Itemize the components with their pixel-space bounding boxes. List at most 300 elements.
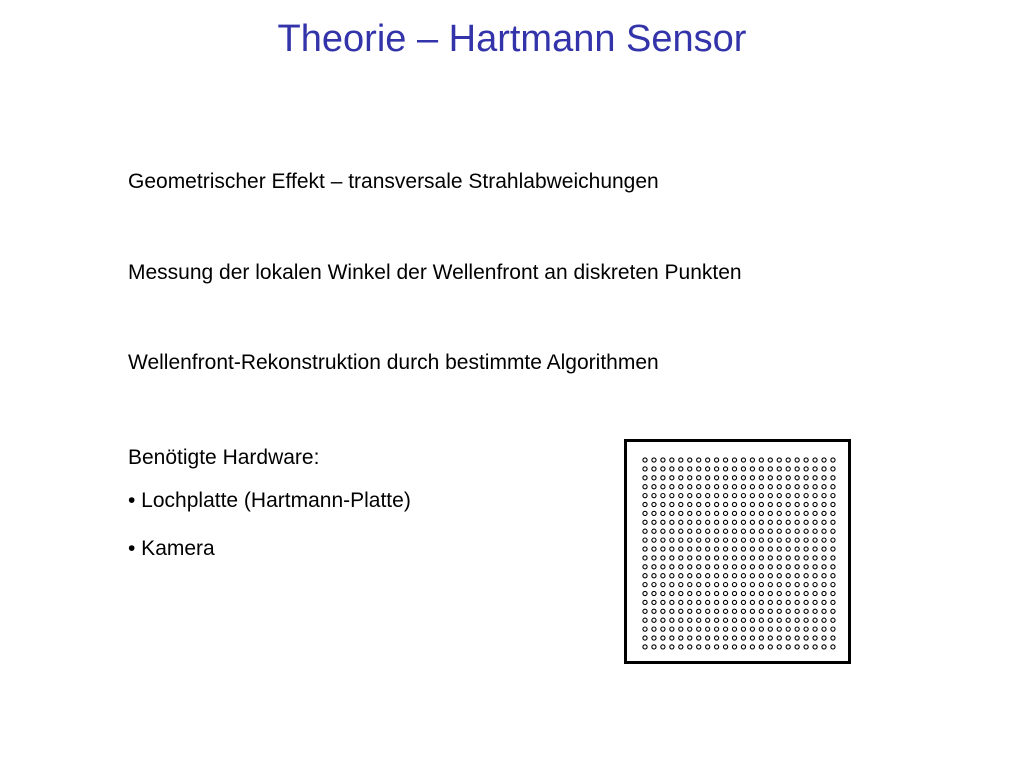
plate-hole bbox=[688, 547, 692, 551]
plate-hole bbox=[723, 556, 727, 560]
plate-hole bbox=[750, 520, 754, 524]
plate-hole bbox=[715, 565, 719, 569]
plate-hole bbox=[759, 574, 763, 578]
plate-hole bbox=[661, 565, 665, 569]
plate-hole bbox=[688, 574, 692, 578]
plate-hole bbox=[759, 591, 763, 595]
plate-hole bbox=[715, 636, 719, 640]
plate-hole bbox=[804, 476, 808, 480]
plate-hole bbox=[715, 538, 719, 542]
plate-hole bbox=[715, 609, 719, 613]
plate-hole bbox=[670, 494, 674, 498]
plate-hole bbox=[652, 520, 656, 524]
plate-hole bbox=[795, 502, 799, 506]
plate-hole bbox=[804, 627, 808, 631]
plate-hole bbox=[715, 618, 719, 622]
plate-hole bbox=[768, 538, 772, 542]
plate-hole bbox=[831, 609, 835, 613]
plate-hole bbox=[679, 636, 683, 640]
plate-hole bbox=[795, 547, 799, 551]
plate-hole bbox=[652, 565, 656, 569]
plate-hole bbox=[732, 609, 736, 613]
plate-hole bbox=[750, 618, 754, 622]
plate-hole bbox=[804, 645, 808, 649]
plate-hole bbox=[786, 511, 790, 515]
plate-hole bbox=[732, 467, 736, 471]
plate-hole bbox=[697, 511, 701, 515]
plate-hole bbox=[741, 494, 745, 498]
plate-hole bbox=[652, 609, 656, 613]
plate-hole bbox=[804, 538, 808, 542]
plate-hole bbox=[768, 476, 772, 480]
plate-hole bbox=[777, 636, 781, 640]
plate-hole bbox=[786, 467, 790, 471]
plate-hole bbox=[652, 467, 656, 471]
plate-hole bbox=[822, 574, 826, 578]
plate-hole bbox=[768, 502, 772, 506]
plate-hole bbox=[831, 520, 835, 524]
plate-hole bbox=[688, 485, 692, 489]
plate-hole bbox=[768, 494, 772, 498]
plate-hole bbox=[706, 502, 710, 506]
plate-hole bbox=[741, 574, 745, 578]
plate-hole bbox=[688, 618, 692, 622]
plate-hole bbox=[759, 636, 763, 640]
plate-hole bbox=[795, 627, 799, 631]
plate-hole bbox=[768, 520, 772, 524]
plate-hole bbox=[715, 467, 719, 471]
plate-hole bbox=[661, 591, 665, 595]
plate-hole bbox=[652, 547, 656, 551]
plate-hole bbox=[831, 627, 835, 631]
plate-hole bbox=[688, 636, 692, 640]
plate-hole bbox=[759, 529, 763, 533]
plate-hole bbox=[822, 565, 826, 569]
plate-hole bbox=[822, 618, 826, 622]
plate-hole bbox=[697, 609, 701, 613]
plate-hole bbox=[697, 485, 701, 489]
plate-hole bbox=[723, 591, 727, 595]
plate-hole bbox=[732, 618, 736, 622]
plate-hole bbox=[795, 583, 799, 587]
plate-hole bbox=[759, 609, 763, 613]
plate-hole bbox=[750, 574, 754, 578]
plate-hole bbox=[768, 547, 772, 551]
plate-hole bbox=[670, 618, 674, 622]
plate-hole bbox=[723, 609, 727, 613]
plate-hole bbox=[679, 591, 683, 595]
plate-hole bbox=[697, 502, 701, 506]
plate-hole bbox=[813, 476, 817, 480]
plate-hole bbox=[670, 591, 674, 595]
plate-hole bbox=[706, 547, 710, 551]
plate-hole bbox=[831, 485, 835, 489]
plate-hole bbox=[768, 600, 772, 604]
plate-hole bbox=[643, 591, 647, 595]
plate-hole bbox=[750, 547, 754, 551]
point-local-angle-measurement: Messung der lokalen Winkel der Wellenfront an diskreten Punkten bbox=[128, 261, 742, 284]
plate-hole bbox=[777, 467, 781, 471]
plate-hole bbox=[661, 583, 665, 587]
plate-hole bbox=[697, 556, 701, 560]
plate-hole bbox=[732, 502, 736, 506]
plate-hole bbox=[652, 485, 656, 489]
plate-hole bbox=[723, 538, 727, 542]
plate-hole bbox=[697, 618, 701, 622]
plate-hole bbox=[723, 636, 727, 640]
plate-hole bbox=[643, 609, 647, 613]
plate-hole bbox=[759, 476, 763, 480]
plate-hole bbox=[679, 485, 683, 489]
plate-hole bbox=[643, 502, 647, 506]
plate-hole bbox=[741, 636, 745, 640]
plate-hole bbox=[652, 600, 656, 604]
hardware-item-hole-plate: • Lochplatte (Hartmann-Platte) bbox=[128, 489, 411, 512]
plate-hole bbox=[723, 467, 727, 471]
plate-hole bbox=[679, 494, 683, 498]
plate-hole bbox=[670, 583, 674, 587]
plate-hole bbox=[741, 645, 745, 649]
plate-hole bbox=[831, 636, 835, 640]
plate-hole bbox=[768, 574, 772, 578]
plate-hole bbox=[741, 467, 745, 471]
plate-hole bbox=[643, 645, 647, 649]
plate-hole bbox=[741, 618, 745, 622]
plate-hole bbox=[795, 494, 799, 498]
plate-hole bbox=[786, 502, 790, 506]
plate-hole bbox=[831, 645, 835, 649]
plate-hole bbox=[777, 511, 781, 515]
plate-hole bbox=[715, 458, 719, 462]
plate-hole bbox=[715, 485, 719, 489]
plate-hole bbox=[768, 565, 772, 569]
plate-hole bbox=[768, 529, 772, 533]
plate-hole bbox=[643, 476, 647, 480]
plate-hole bbox=[723, 520, 727, 524]
plate-hole bbox=[732, 458, 736, 462]
plate-hole bbox=[732, 600, 736, 604]
plate-hole bbox=[759, 547, 763, 551]
plate-hole bbox=[741, 502, 745, 506]
plate-hole bbox=[804, 591, 808, 595]
plate-hole bbox=[759, 565, 763, 569]
plate-hole bbox=[706, 591, 710, 595]
plate-hole bbox=[732, 476, 736, 480]
plate-hole bbox=[795, 485, 799, 489]
plate-hole bbox=[741, 538, 745, 542]
plate-hole bbox=[813, 494, 817, 498]
plate-hole bbox=[795, 538, 799, 542]
plate-hole bbox=[759, 556, 763, 560]
plate-hole bbox=[777, 520, 781, 524]
plate-hole bbox=[732, 645, 736, 649]
plate-hole bbox=[697, 458, 701, 462]
plate-hole bbox=[652, 494, 656, 498]
plate-hole bbox=[741, 556, 745, 560]
plate-hole bbox=[831, 502, 835, 506]
plate-hole bbox=[670, 645, 674, 649]
hartmann-plate-figure bbox=[624, 439, 851, 664]
plate-hole bbox=[750, 609, 754, 613]
plate-hole bbox=[706, 467, 710, 471]
plate-hole bbox=[768, 583, 772, 587]
plate-hole bbox=[723, 547, 727, 551]
plate-hole bbox=[768, 627, 772, 631]
plate-hole bbox=[723, 485, 727, 489]
plate-hole bbox=[706, 556, 710, 560]
plate-hole bbox=[706, 618, 710, 622]
plate-hole bbox=[813, 520, 817, 524]
plate-hole bbox=[679, 609, 683, 613]
plate-hole bbox=[777, 494, 781, 498]
plate-hole bbox=[822, 636, 826, 640]
plate-hole bbox=[715, 520, 719, 524]
plate-hole bbox=[723, 476, 727, 480]
plate-hole bbox=[831, 476, 835, 480]
plate-hole bbox=[643, 627, 647, 631]
hardware-item-camera: • Kamera bbox=[128, 537, 215, 560]
plate-hole bbox=[750, 467, 754, 471]
plate-hole bbox=[831, 529, 835, 533]
plate-hole bbox=[715, 627, 719, 631]
plate-hole bbox=[732, 538, 736, 542]
plate-hole bbox=[786, 565, 790, 569]
plate-hole bbox=[723, 574, 727, 578]
plate-hole bbox=[643, 583, 647, 587]
plate-hole bbox=[706, 574, 710, 578]
plate-hole bbox=[706, 583, 710, 587]
plate-hole bbox=[786, 529, 790, 533]
plate-hole bbox=[750, 494, 754, 498]
plate-hole bbox=[706, 529, 710, 533]
plate-hole bbox=[831, 600, 835, 604]
plate-hole bbox=[652, 458, 656, 462]
plate-hole bbox=[652, 511, 656, 515]
plate-hole bbox=[679, 511, 683, 515]
plate-hole bbox=[732, 556, 736, 560]
slide-title: Theorie – Hartmann Sensor bbox=[277, 18, 747, 60]
plate-hole bbox=[822, 476, 826, 480]
plate-hole bbox=[723, 458, 727, 462]
plate-hole bbox=[804, 618, 808, 622]
plate-hole bbox=[643, 511, 647, 515]
plate-hole bbox=[750, 538, 754, 542]
plate-hole bbox=[715, 476, 719, 480]
plate-hole bbox=[777, 502, 781, 506]
plate-hole bbox=[670, 502, 674, 506]
plate-hole bbox=[768, 485, 772, 489]
plate-hole bbox=[786, 494, 790, 498]
plate-hole bbox=[822, 485, 826, 489]
plate-hole bbox=[697, 574, 701, 578]
plate-hole bbox=[777, 476, 781, 480]
plate-hole bbox=[670, 556, 674, 560]
plate-hole bbox=[670, 538, 674, 542]
plate-hole bbox=[652, 618, 656, 622]
plate-hole bbox=[732, 627, 736, 631]
plate-hole bbox=[759, 494, 763, 498]
plate-hole bbox=[831, 511, 835, 515]
plate-hole bbox=[732, 520, 736, 524]
plate-hole bbox=[759, 600, 763, 604]
plate-hole bbox=[750, 600, 754, 604]
plate-hole bbox=[777, 574, 781, 578]
plate-hole bbox=[652, 502, 656, 506]
plate-hole bbox=[777, 618, 781, 622]
plate-hole bbox=[697, 476, 701, 480]
plate-hole bbox=[688, 538, 692, 542]
plate-hole bbox=[786, 645, 790, 649]
plate-hole bbox=[643, 565, 647, 569]
plate-hole bbox=[813, 618, 817, 622]
plate-hole bbox=[750, 565, 754, 569]
plate-hole bbox=[643, 458, 647, 462]
plate-hole bbox=[768, 556, 772, 560]
plate-hole bbox=[723, 494, 727, 498]
plate-hole bbox=[688, 609, 692, 613]
plate-hole bbox=[679, 574, 683, 578]
plate-hole bbox=[777, 458, 781, 462]
plate-hole bbox=[679, 520, 683, 524]
plate-hole bbox=[679, 547, 683, 551]
plate-hole bbox=[697, 591, 701, 595]
plate-hole bbox=[795, 618, 799, 622]
plate-hole bbox=[804, 556, 808, 560]
plate-hole bbox=[795, 591, 799, 595]
plate-hole bbox=[661, 476, 665, 480]
plate-hole bbox=[750, 583, 754, 587]
plate-hole bbox=[706, 600, 710, 604]
plate-hole bbox=[732, 574, 736, 578]
plate-hole bbox=[643, 529, 647, 533]
plate-hole bbox=[822, 547, 826, 551]
plate-hole bbox=[741, 591, 745, 595]
plate-hole bbox=[804, 636, 808, 640]
plate-hole bbox=[652, 636, 656, 640]
plate-hole bbox=[670, 609, 674, 613]
plate-hole bbox=[697, 600, 701, 604]
plate-hole bbox=[750, 511, 754, 515]
plate-hole bbox=[697, 538, 701, 542]
plate-hole bbox=[795, 467, 799, 471]
plate-hole bbox=[741, 458, 745, 462]
plate-hole bbox=[804, 574, 808, 578]
plate-hole bbox=[750, 502, 754, 506]
plate-hole bbox=[661, 511, 665, 515]
plate-hole bbox=[661, 574, 665, 578]
plate-hole bbox=[831, 556, 835, 560]
plate-hole bbox=[670, 574, 674, 578]
plate-hole bbox=[688, 583, 692, 587]
plate-hole bbox=[661, 547, 665, 551]
plate-hole bbox=[723, 600, 727, 604]
plate-hole bbox=[697, 494, 701, 498]
plate-hole bbox=[679, 600, 683, 604]
plate-hole bbox=[822, 494, 826, 498]
plate-hole bbox=[679, 627, 683, 631]
plate-hole bbox=[652, 591, 656, 595]
plate-hole bbox=[723, 565, 727, 569]
plate-hole bbox=[804, 458, 808, 462]
plate-hole bbox=[661, 627, 665, 631]
plate-hole bbox=[786, 591, 790, 595]
plate-hole bbox=[813, 511, 817, 515]
plate-hole bbox=[697, 583, 701, 587]
plate-hole bbox=[759, 645, 763, 649]
plate-hole bbox=[715, 600, 719, 604]
plate-hole bbox=[741, 529, 745, 533]
plate-hole bbox=[804, 494, 808, 498]
plate-hole bbox=[813, 600, 817, 604]
plate-hole bbox=[741, 511, 745, 515]
plate-hole bbox=[795, 476, 799, 480]
plate-hole bbox=[795, 636, 799, 640]
plate-hole bbox=[679, 618, 683, 622]
plate-hole bbox=[777, 556, 781, 560]
point-wavefront-reconstruction: Wellenfront-Rekonstruktion durch bestimmte Algorithmen bbox=[128, 351, 659, 374]
plate-hole bbox=[670, 511, 674, 515]
plate-hole bbox=[661, 600, 665, 604]
plate-hole bbox=[759, 458, 763, 462]
plate-hole bbox=[759, 627, 763, 631]
plate-hole bbox=[795, 600, 799, 604]
plate-hole bbox=[661, 529, 665, 533]
plate-hole bbox=[777, 591, 781, 595]
plate-hole bbox=[670, 476, 674, 480]
plate-hole bbox=[732, 511, 736, 515]
plate-hole bbox=[715, 556, 719, 560]
plate-hole bbox=[813, 609, 817, 613]
plate-hole bbox=[741, 485, 745, 489]
plate-hole bbox=[831, 547, 835, 551]
plate-hole bbox=[688, 511, 692, 515]
plate-hole bbox=[822, 529, 826, 533]
plate-hole bbox=[813, 583, 817, 587]
plate-hole bbox=[652, 574, 656, 578]
plate-hole bbox=[813, 467, 817, 471]
plate-hole bbox=[697, 547, 701, 551]
plate-hole bbox=[786, 485, 790, 489]
plate-hole bbox=[661, 467, 665, 471]
plate-hole bbox=[831, 618, 835, 622]
plate-hole bbox=[643, 538, 647, 542]
plate-hole bbox=[822, 538, 826, 542]
plate-hole bbox=[777, 529, 781, 533]
plate-hole bbox=[670, 627, 674, 631]
plate-hole bbox=[741, 583, 745, 587]
plate-hole bbox=[750, 476, 754, 480]
plate-hole bbox=[813, 556, 817, 560]
plate-hole bbox=[670, 485, 674, 489]
plate-hole bbox=[706, 511, 710, 515]
plate-hole bbox=[723, 645, 727, 649]
plate-hole bbox=[759, 467, 763, 471]
plate-hole bbox=[777, 547, 781, 551]
plate-hole bbox=[723, 502, 727, 506]
plate-hole bbox=[759, 520, 763, 524]
plate-hole bbox=[750, 485, 754, 489]
plate-hole bbox=[688, 600, 692, 604]
plate-hole bbox=[643, 485, 647, 489]
plate-hole bbox=[688, 556, 692, 560]
plate-hole bbox=[822, 627, 826, 631]
plate-hole bbox=[652, 476, 656, 480]
plate-hole bbox=[813, 529, 817, 533]
plate-hole bbox=[715, 574, 719, 578]
plate-hole bbox=[777, 627, 781, 631]
plate-hole bbox=[759, 511, 763, 515]
plate-hole bbox=[768, 645, 772, 649]
